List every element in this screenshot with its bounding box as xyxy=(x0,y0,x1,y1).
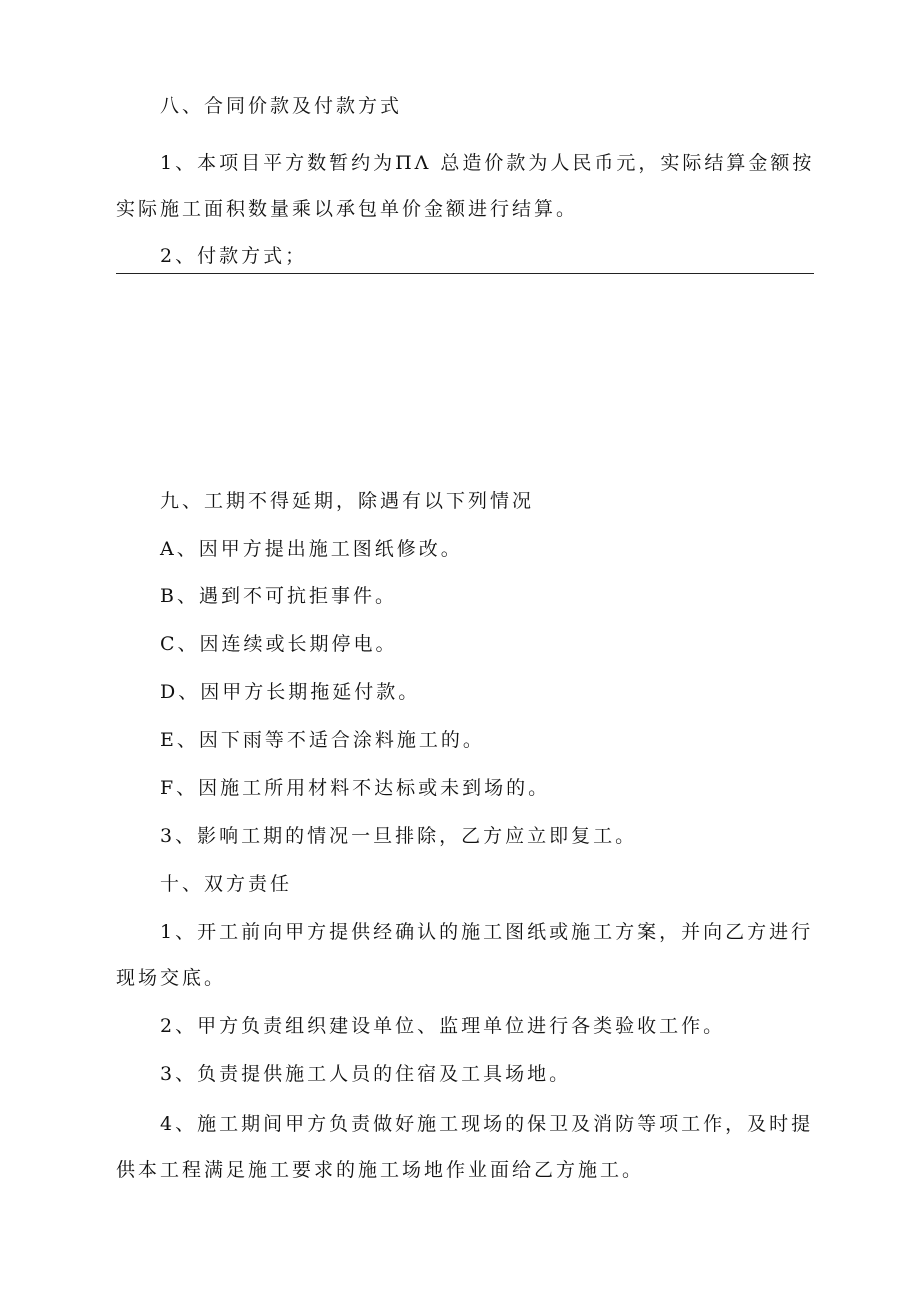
section-9-item-c: C、因连续或长期停电。 xyxy=(160,633,398,655)
section-9-item-a: A、因甲方提出施工图纸修改。 xyxy=(160,538,463,560)
section-9-item-e: E、因下雨等不适合涂料施工的。 xyxy=(160,729,485,751)
section-10-item-1-line-1: 1、开工前向甲方提供经确认的施工图纸或施工方案，并向乙方进行 xyxy=(160,921,814,943)
section-8-item-1-line-1: 1、本项目平方数暂约为ΠΛ 总造价款为人民币元，实际结算金额按 xyxy=(160,152,815,174)
section-8-item-1-line-2: 实际施工面积数量乘以承包单价金额进行结算。 xyxy=(116,198,579,220)
section-9-item-3: 3、影响工期的情况一旦排除，乙方应立即复工。 xyxy=(160,825,638,847)
horizontal-rule xyxy=(116,273,814,274)
section-9-heading: 九、工期不得延期，除遇有以下列情况 xyxy=(160,490,535,512)
section-10-item-3: 3、负责提供施工人员的住宿及工具场地。 xyxy=(160,1063,572,1085)
section-10-item-4-line-2: 供本工程满足施工要求的施工场地作业面给乙方施工。 xyxy=(116,1159,645,1181)
section-10-heading: 十、双方责任 xyxy=(160,873,293,895)
section-10-item-1-line-2: 现场交底。 xyxy=(116,967,227,989)
section-9-item-b: B、遇到不可抗拒事件。 xyxy=(160,585,397,607)
section-9-item-d: D、因甲方长期拖延付款。 xyxy=(160,681,421,703)
section-10-item-4-line-1: 4、施工期间甲方负责做好施工现场的保卫及消防等项工作，及时提 xyxy=(160,1113,814,1135)
section-8-item-2: 2、付款方式； xyxy=(160,245,308,267)
section-9-item-f: F、因施工所用材料不达标或未到场的。 xyxy=(160,777,551,799)
section-8-heading: 八、合同价款及付款方式 xyxy=(160,95,403,117)
section-10-item-2: 2、甲方负责组织建设单位、监理单位进行各类验收工作。 xyxy=(160,1015,726,1037)
